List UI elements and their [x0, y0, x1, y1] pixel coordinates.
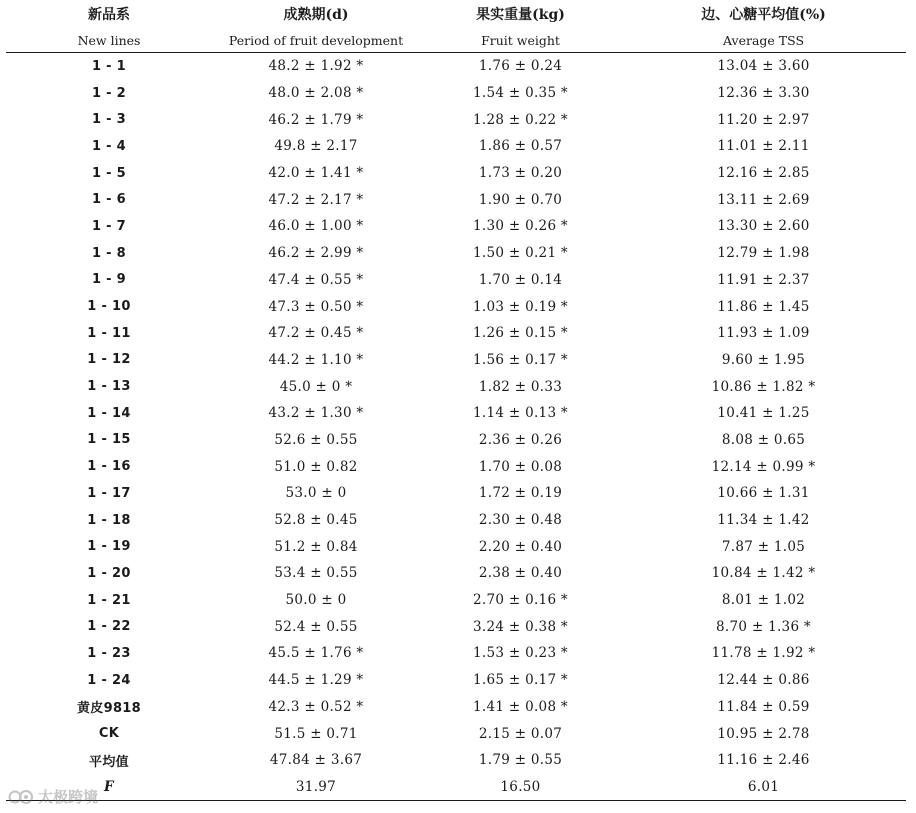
table-row — [6, 507, 906, 534]
weight-cell: 1.53 ± 0.23 * — [473, 645, 568, 662]
tss-cell: 11.78 ± 1.92 * — [711, 645, 816, 662]
header-row-english — [6, 28, 906, 53]
weight-cell: 2.36 ± 0.26 — [478, 431, 563, 448]
header-line-en: New lines — [6, 28, 212, 53]
period-cell: 46.0 ± 1.00 * — [268, 218, 364, 235]
period-cell: 52.8 ± 0.45 — [274, 512, 358, 529]
weight-cell: 1.90 ± 0.70 — [478, 191, 563, 208]
period-cell: 47.2 ± 2.17 * — [268, 191, 364, 208]
table-row — [6, 213, 906, 240]
weight-cell: 1.73 ± 0.20 — [478, 165, 563, 182]
f-statistic-weight: 16.50 — [420, 774, 621, 801]
table-row — [6, 640, 906, 667]
tss-cell: 12.16 ± 2.85 — [717, 165, 810, 182]
line-cell: 1 - 5 — [91, 165, 127, 181]
line-cell: 1 - 9 — [91, 272, 127, 288]
weight-cell: 1.54 ± 0.35 * — [473, 85, 568, 102]
table-row — [6, 293, 906, 320]
header-tss-en: Average TSS — [621, 28, 906, 53]
tss-cell: 11.16 ± 2.46 — [717, 752, 810, 769]
tss-cell: 11.84 ± 0.59 — [717, 698, 810, 715]
line-cell: 1 - 10 — [87, 299, 131, 315]
weight-cell: 1.65 ± 0.17 * — [473, 672, 568, 689]
table-row — [6, 560, 906, 587]
tss-cell: 7.87 ± 1.05 — [721, 538, 806, 555]
weight-cell: 1.14 ± 0.13 * — [473, 405, 568, 422]
line-cell: 1 - 8 — [91, 245, 127, 261]
line-cell: 1 - 21 — [87, 592, 131, 608]
line-cell: 1 - 19 — [87, 539, 131, 555]
table-row — [6, 80, 906, 107]
period-cell: 46.2 ± 1.79 * — [268, 111, 364, 128]
period-cell: 47.4 ± 0.55 * — [268, 271, 364, 288]
weight-cell: 1.30 ± 0.26 * — [473, 218, 568, 235]
tss-cell: 11.93 ± 1.09 — [717, 325, 810, 342]
tss-cell: 11.91 ± 2.37 — [717, 271, 810, 288]
table-row — [6, 720, 906, 747]
table-row — [6, 267, 906, 294]
period-cell: 45.5 ± 1.76 * — [268, 645, 364, 662]
tss-cell: 10.84 ± 1.42 * — [711, 565, 816, 582]
tss-cell: 10.66 ± 1.31 — [717, 485, 810, 502]
weight-cell: 1.41 ± 0.08 * — [473, 698, 568, 715]
line-cell: 1 - 14 — [87, 405, 131, 421]
table-row — [6, 587, 906, 614]
period-cell: 53.4 ± 0.55 — [274, 565, 358, 582]
line-cell: CK — [98, 726, 120, 742]
table-row — [6, 480, 906, 507]
watermark — [8, 786, 98, 807]
table-row — [6, 373, 906, 400]
period-cell: 51.5 ± 0.71 — [274, 725, 358, 742]
tss-cell: 8.70 ± 1.36 * — [716, 618, 811, 635]
tss-cell: 10.41 ± 1.25 — [717, 405, 810, 422]
weight-cell: 1.50 ± 0.21 * — [473, 245, 568, 262]
period-cell: 43.2 ± 1.30 * — [268, 405, 364, 422]
line-cell: 1 - 7 — [91, 218, 127, 234]
table-row — [6, 400, 906, 427]
watermark-text: 太极跨境 — [38, 788, 99, 806]
line-cell: 1 - 1 — [91, 58, 127, 74]
tss-cell: 11.86 ± 1.45 — [717, 298, 810, 315]
line-cell: 平均值 — [89, 754, 129, 770]
table-row — [6, 533, 906, 560]
weight-cell: 3.24 ± 0.38 * — [473, 618, 568, 635]
tss-cell: 11.20 ± 2.97 — [717, 111, 810, 128]
line-cell: 1 - 22 — [87, 619, 131, 635]
tss-cell: 8.08 ± 0.65 — [721, 431, 806, 448]
weight-cell: 1.70 ± 0.14 — [478, 271, 563, 288]
table-row — [6, 53, 906, 80]
line-cell: 1 - 20 — [87, 565, 131, 581]
period-cell: 42.0 ± 1.41 * — [268, 165, 364, 182]
tss-cell: 8.01 ± 1.02 — [721, 592, 806, 609]
line-cell: 1 - 12 — [87, 352, 131, 368]
tss-cell: 12.44 ± 0.86 — [717, 672, 810, 689]
table-header — [6, 0, 906, 53]
period-cell: 52.4 ± 0.55 — [274, 618, 358, 635]
weight-cell: 1.03 ± 0.19 * — [473, 298, 568, 315]
tss-cell: 13.04 ± 3.60 — [717, 58, 810, 75]
weight-cell: 2.38 ± 0.40 — [478, 565, 563, 582]
f-statistic-period: 31.97 — [212, 774, 420, 801]
header-line-zh: 新品系 — [88, 7, 130, 23]
period-cell: 50.0 ± 0 — [285, 592, 347, 609]
period-cell: 47.84 ± 3.67 — [269, 752, 363, 769]
header-period-en: Period of fruit development — [212, 28, 420, 53]
weight-cell: 2.70 ± 0.16 * — [473, 592, 568, 609]
period-cell: 48.2 ± 1.92 * — [268, 58, 364, 75]
weight-cell: 2.15 ± 0.07 — [478, 725, 563, 742]
header-row-chinese — [6, 0, 906, 28]
table-row — [6, 667, 906, 694]
line-cell: 1 - 24 — [87, 672, 131, 688]
header-tss-zh: 边、心糖平均值(%) — [701, 7, 826, 23]
weight-cell: 1.86 ± 0.57 — [478, 138, 563, 155]
tss-cell: 12.14 ± 0.99 * — [711, 458, 816, 475]
period-cell: 47.3 ± 0.50 * — [268, 298, 364, 315]
fruit-trait-table — [6, 0, 906, 801]
line-cell: 1 - 2 — [91, 85, 127, 101]
line-cell: 1 - 15 — [87, 432, 131, 448]
period-cell: 51.2 ± 0.84 — [274, 538, 358, 555]
table-row — [6, 613, 906, 640]
tss-cell: 11.34 ± 1.42 — [717, 512, 810, 529]
line-cell: 1 - 13 — [87, 379, 131, 395]
header-weight-zh: 果实重量(kg) — [476, 7, 565, 23]
period-cell: 44.2 ± 1.10 * — [268, 351, 364, 368]
weight-cell: 1.82 ± 0.33 — [478, 378, 563, 395]
table-row — [6, 747, 906, 774]
period-cell: 52.6 ± 0.55 — [274, 431, 358, 448]
weight-cell: 1.79 ± 0.55 — [478, 752, 563, 769]
tss-cell: 9.60 ± 1.95 — [721, 351, 806, 368]
table-row — [6, 453, 906, 480]
weight-cell: 1.70 ± 0.08 — [478, 458, 563, 475]
line-cell: 1 - 3 — [91, 112, 127, 128]
f-statistic-tss: 6.01 — [621, 774, 906, 801]
table-row — [6, 186, 906, 213]
weight-cell: 1.56 ± 0.17 * — [473, 351, 568, 368]
line-cell: 1 - 11 — [87, 325, 131, 341]
tss-cell: 10.95 ± 2.78 — [717, 725, 810, 742]
header-weight-en: Fruit weight — [420, 28, 621, 53]
f-statistic-row — [6, 774, 906, 801]
tss-cell: 13.11 ± 2.69 — [717, 191, 810, 208]
weight-cell: 1.72 ± 0.19 — [478, 485, 563, 502]
period-cell: 46.2 ± 2.99 * — [268, 245, 364, 262]
weight-cell: 1.28 ± 0.22 * — [473, 111, 568, 128]
tss-cell: 12.36 ± 3.30 — [717, 85, 810, 102]
period-cell: 51.0 ± 0.82 — [274, 458, 358, 475]
weight-cell: 2.30 ± 0.48 — [478, 512, 563, 529]
period-cell: 44.5 ± 1.29 * — [268, 672, 364, 689]
table-row — [6, 133, 906, 160]
period-cell: 42.3 ± 0.52 * — [268, 698, 364, 715]
table-row — [6, 427, 906, 454]
camera-logo-icon — [8, 789, 34, 805]
tss-cell: 12.79 ± 1.98 — [717, 245, 810, 262]
table-row — [6, 694, 906, 721]
table-row — [6, 160, 906, 187]
period-cell: 48.0 ± 2.08 * — [268, 85, 364, 102]
period-cell: 49.8 ± 2.17 — [274, 138, 358, 155]
line-cell: 1 - 16 — [87, 459, 131, 475]
table-body — [6, 53, 906, 801]
line-cell: 1 - 4 — [91, 138, 127, 154]
period-cell: 45.0 ± 0 * — [279, 378, 353, 395]
period-cell: 47.2 ± 0.45 * — [268, 325, 364, 342]
line-cell: 1 - 17 — [87, 485, 131, 501]
table-row — [6, 106, 906, 133]
tss-cell: 13.30 ± 2.60 — [717, 218, 810, 235]
weight-cell: 2.20 ± 0.40 — [478, 538, 563, 555]
weight-cell: 1.26 ± 0.15 * — [473, 325, 568, 342]
table-row — [6, 320, 906, 347]
line-cell: 1 - 23 — [87, 645, 131, 661]
tss-cell: 11.01 ± 2.11 — [717, 138, 810, 155]
line-cell: 1 - 6 — [91, 192, 127, 208]
weight-cell: 1.76 ± 0.24 — [478, 58, 563, 75]
f-statistic-label: F — [6, 774, 212, 801]
table-row — [6, 240, 906, 267]
header-period-zh: 成熟期(d) — [283, 7, 349, 23]
period-cell: 53.0 ± 0 — [285, 485, 347, 502]
table-row — [6, 347, 906, 374]
tss-cell: 10.86 ± 1.82 * — [711, 378, 816, 395]
line-cell: 1 - 18 — [87, 512, 131, 528]
line-cell: 黄皮9818 — [77, 701, 141, 717]
